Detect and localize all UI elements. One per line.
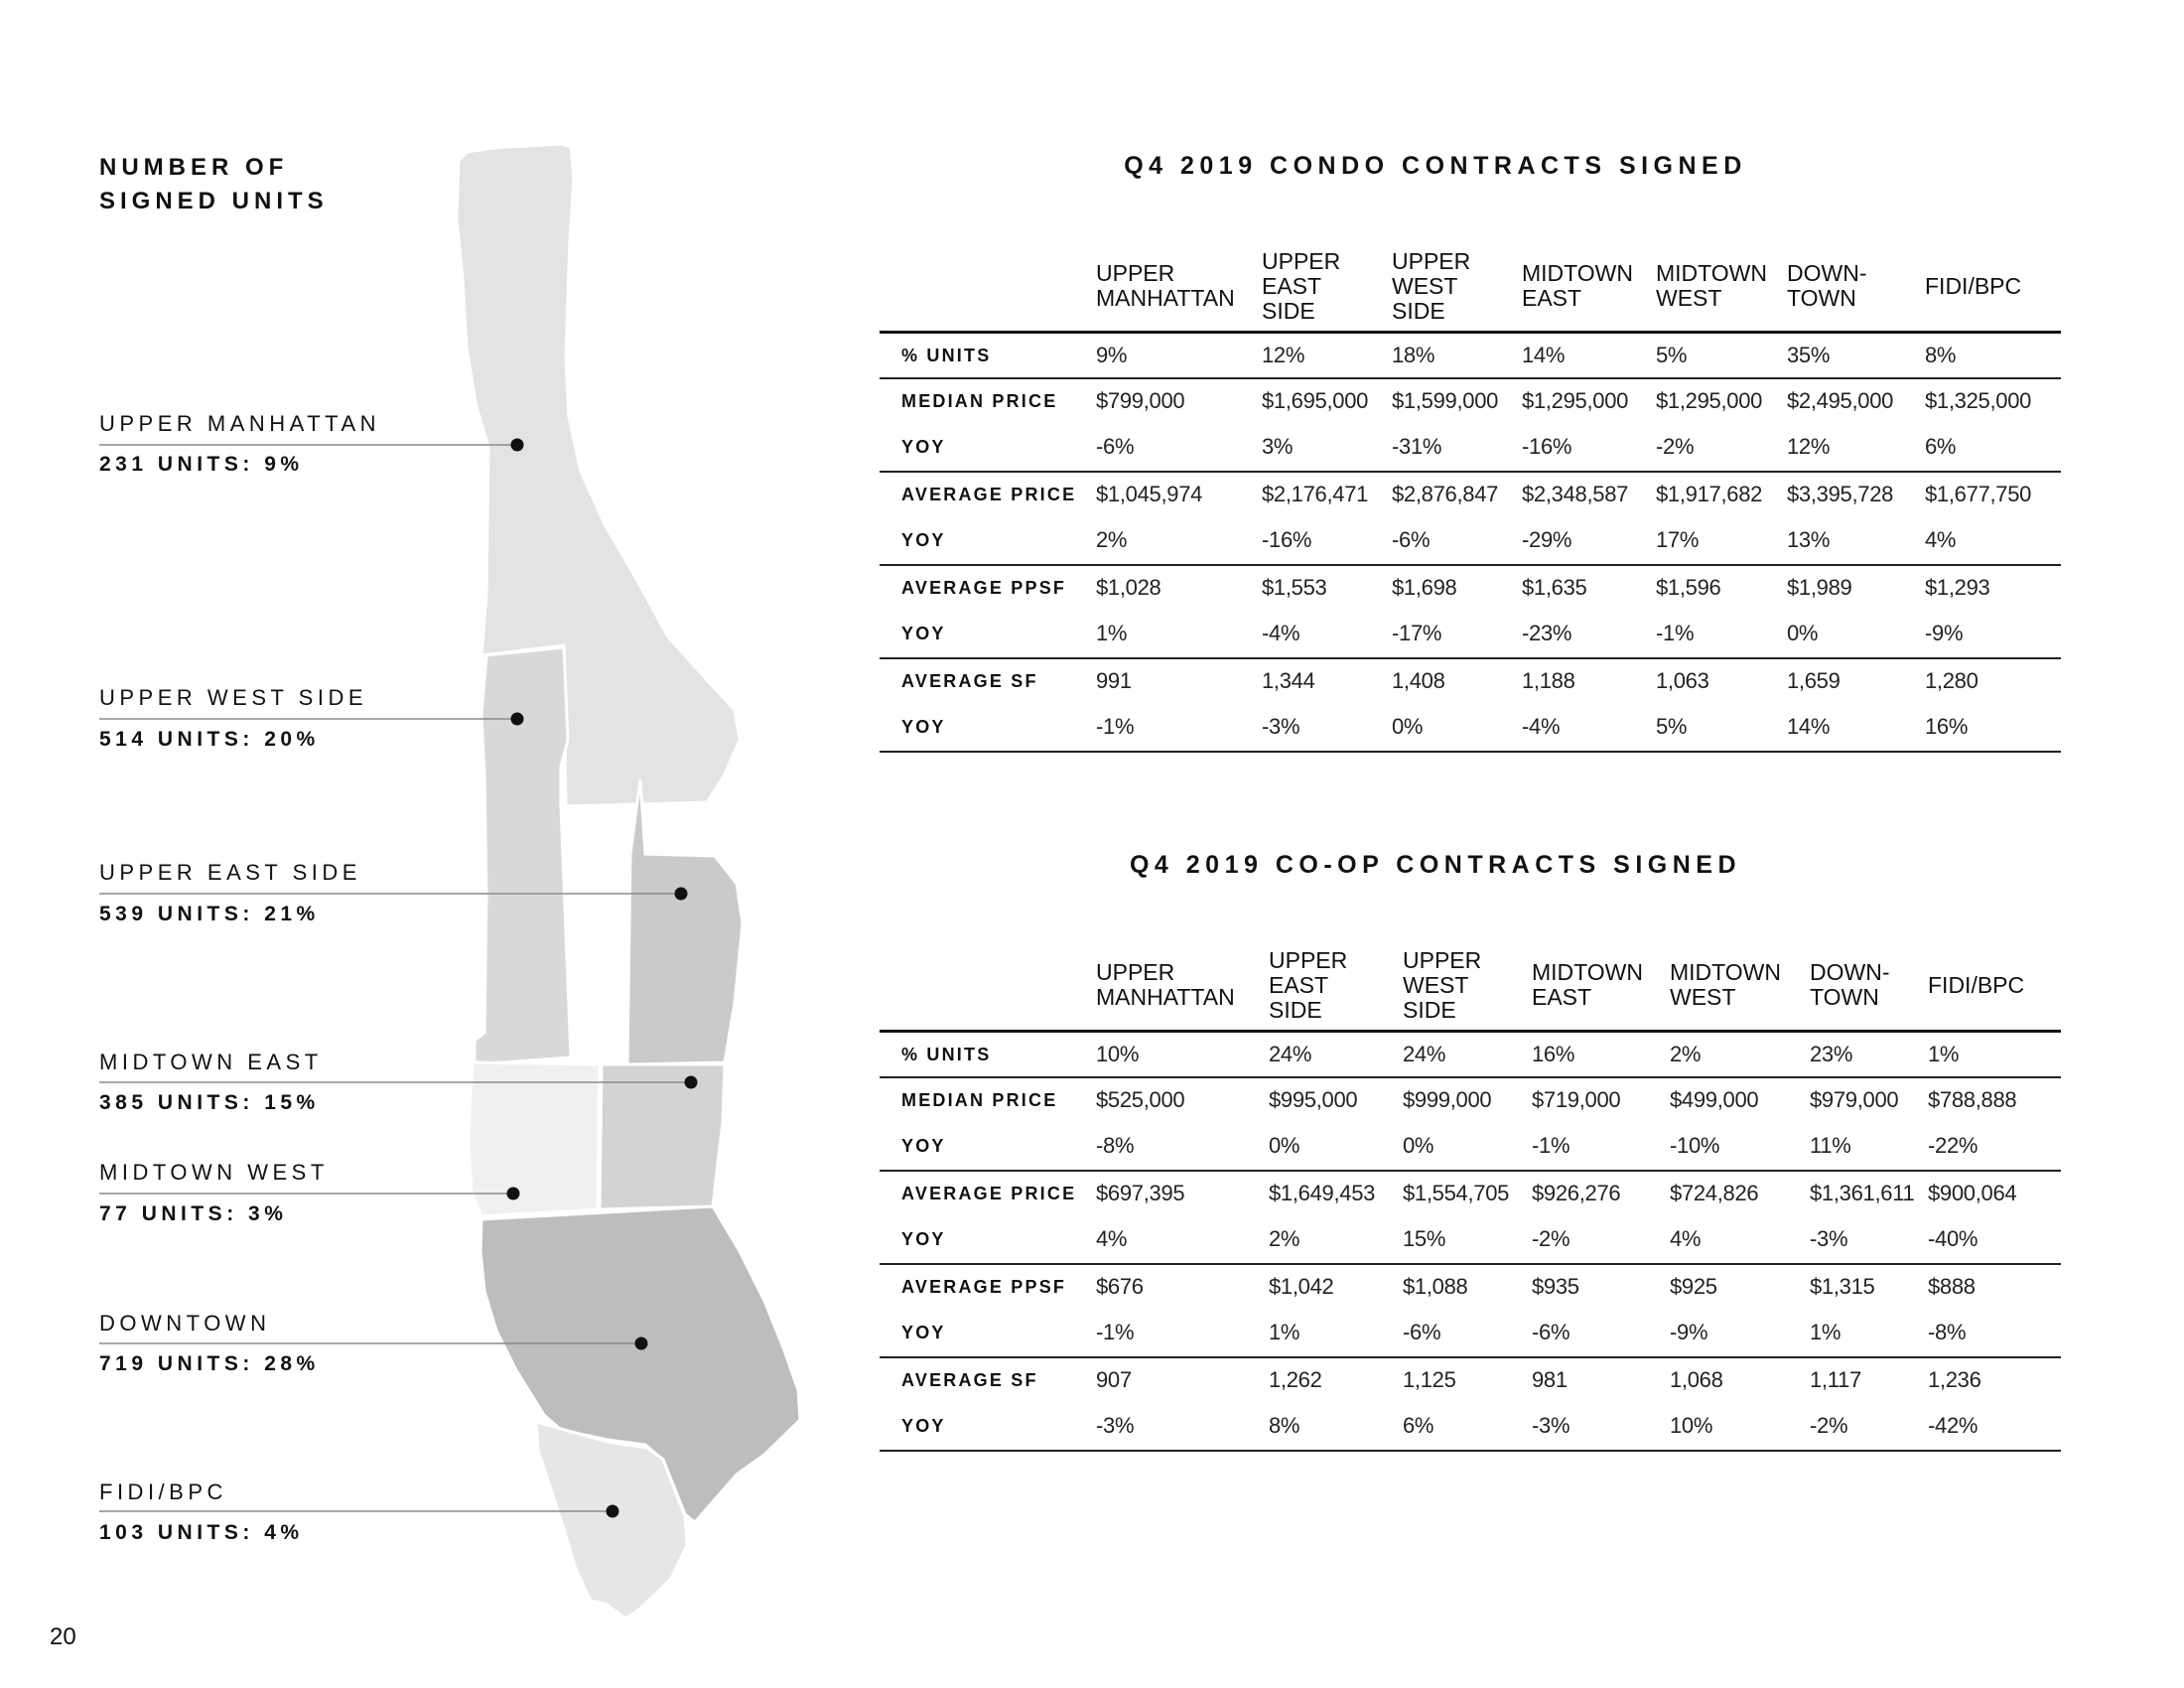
table-cell: -40%: [1928, 1215, 2061, 1264]
table-row: [880, 1171, 2061, 1215]
table-cell: 15%: [1403, 1215, 1532, 1264]
table-cell: 1%: [1269, 1309, 1403, 1357]
table-row: [880, 378, 2061, 423]
row-label: YOY: [880, 703, 1096, 752]
row-label: YOY: [880, 1215, 1096, 1264]
table-cell: -8%: [1096, 1122, 1269, 1171]
row-label: YOY: [880, 1309, 1096, 1357]
table-cell: $1,677,750: [1925, 482, 2032, 506]
table-row: [880, 1264, 2061, 1309]
column-header: [1656, 241, 1787, 333]
table-cell: -16%: [1262, 516, 1392, 565]
column-header-line: EAST: [1262, 272, 1322, 299]
column-header-line: EAST: [1269, 971, 1329, 998]
column-header-line: WEST: [1392, 272, 1458, 299]
table-cell: 23%: [1810, 1032, 1928, 1078]
table-cell: 8%: [1269, 1402, 1403, 1451]
table-cell: 1,408: [1392, 668, 1445, 693]
column-header: [1392, 241, 1522, 333]
table-row: [880, 658, 2061, 703]
condo-contracts-table: [880, 241, 2061, 753]
region-label-upper-east-side: UPPER EAST SIDE: [99, 860, 361, 885]
table-cell: -6%: [1403, 1309, 1532, 1357]
table-cell: 4%: [1096, 1215, 1269, 1264]
table-cell: 1,068: [1670, 1367, 1723, 1392]
table-cell: $3,395,728: [1787, 482, 1894, 506]
table-cell: $925: [1670, 1274, 1717, 1299]
table-cell: 35%: [1787, 333, 1925, 379]
row-label: YOY: [880, 516, 1096, 565]
table-cell: -9%: [1925, 610, 2061, 658]
map-title-line-1: NUMBER OF: [99, 154, 289, 181]
table-row: [880, 333, 2061, 379]
table-cell: $2,176,471: [1262, 482, 1369, 506]
table-cell: 4%: [1925, 516, 2061, 565]
coop-table-title: Q4 2019 CO-OP CONTRACTS SIGNED: [1129, 851, 1742, 879]
row-label: AVERAGE PRICE: [901, 1183, 1077, 1203]
column-header-line: UPPER: [1403, 946, 1482, 973]
table-cell: $719,000: [1532, 1087, 1621, 1112]
table-cell: 12%: [1787, 423, 1925, 472]
row-label: YOY: [880, 423, 1096, 472]
table-cell: $1,325,000: [1925, 388, 2032, 413]
table-cell: -6%: [1392, 516, 1522, 565]
table-cell: -29%: [1522, 516, 1656, 565]
region-units-upper-west-side: 514 UNITS: 20%: [99, 728, 320, 751]
table-cell: $1,917,682: [1656, 482, 1763, 506]
header-cell-blank: [880, 241, 1096, 333]
header-cell-blank: [880, 940, 1096, 1032]
table-cell: $1,698: [1392, 575, 1457, 600]
row-label: YOY: [880, 1402, 1096, 1451]
coop-contracts-table: [880, 940, 2061, 1452]
table-row: [880, 703, 2061, 752]
table-cell: -3%: [1262, 703, 1392, 752]
table-cell: $697,395: [1096, 1181, 1185, 1205]
table-cell: -3%: [1810, 1215, 1928, 1264]
table-cell: $926,276: [1532, 1181, 1621, 1205]
table-cell: $1,028: [1096, 575, 1161, 600]
table-cell: $1,295,000: [1522, 388, 1629, 413]
table-cell: 14%: [1787, 703, 1925, 752]
column-header-line: SIDE: [1392, 297, 1445, 324]
column-header-line: MIDTOWN: [1532, 959, 1644, 985]
region-label-upper-west-side: UPPER WEST SIDE: [99, 685, 368, 710]
table-cell: $499,000: [1670, 1087, 1759, 1112]
table-cell: -4%: [1262, 610, 1392, 658]
table-cell: -1%: [1096, 703, 1262, 752]
table-cell: $1,315: [1810, 1274, 1875, 1299]
table-row: [880, 1309, 2061, 1357]
column-header-line: UPPER: [1096, 260, 1175, 286]
table-cell: 1,344: [1262, 668, 1315, 693]
column-header-line: WEST: [1670, 984, 1736, 1010]
table-cell: 10%: [1670, 1402, 1810, 1451]
column-header-line: WEST: [1403, 971, 1469, 998]
table-cell: $1,361,611: [1810, 1181, 1915, 1205]
column-header-line: SIDE: [1403, 996, 1456, 1023]
table-cell: $888: [1928, 1274, 1976, 1299]
region-label-midtown-west: MIDTOWN WEST: [99, 1160, 329, 1185]
table-cell: 10%: [1096, 1032, 1269, 1078]
table-cell: $1,293: [1925, 575, 1990, 600]
table-row: [880, 516, 2061, 565]
column-header: [1269, 940, 1403, 1032]
table-cell: -23%: [1522, 610, 1656, 658]
table-cell: 0%: [1392, 703, 1522, 752]
marker-dot-upper-west-side: [511, 713, 524, 726]
table-cell: $1,635: [1522, 575, 1587, 600]
table-cell: 1,063: [1656, 668, 1709, 693]
column-header-line: FIDI/BPC: [1925, 272, 2022, 299]
page-number: 20: [50, 1623, 76, 1650]
column-header: [1096, 940, 1269, 1032]
row-label: MEDIAN PRICE: [901, 390, 1058, 411]
table-cell: $1,554,705: [1403, 1181, 1510, 1205]
column-header-line: SIDE: [1262, 297, 1315, 324]
column-header-line: MIDTOWN: [1656, 260, 1768, 286]
row-label: MEDIAN PRICE: [901, 1089, 1058, 1110]
column-header-line: FIDI/BPC: [1928, 971, 2025, 998]
table-cell: $1,649,453: [1269, 1181, 1376, 1205]
row-label: YOY: [880, 610, 1096, 658]
table-cell: 0%: [1787, 610, 1925, 658]
region-units-midtown-west: 77 UNITS: 3%: [99, 1202, 288, 1225]
map-title: [99, 151, 329, 218]
table-cell: $1,596: [1656, 575, 1721, 600]
table-cell: -1%: [1532, 1122, 1670, 1171]
table-cell: 16%: [1925, 703, 2061, 752]
column-header: [1522, 241, 1656, 333]
marker-dot-upper-east-side: [675, 888, 688, 901]
table-cell: 4%: [1670, 1215, 1810, 1264]
table-row: [880, 610, 2061, 658]
column-header: [1810, 940, 1928, 1032]
table-cell: 24%: [1269, 1032, 1403, 1078]
table-cell: 16%: [1532, 1032, 1670, 1078]
table-cell: -4%: [1522, 703, 1656, 752]
table-cell: -6%: [1096, 423, 1262, 472]
table-cell: 14%: [1522, 333, 1656, 379]
column-header: [1262, 241, 1392, 333]
table-row: [880, 423, 2061, 472]
marker-dot-upper-manhattan: [511, 439, 524, 452]
column-header: [1532, 940, 1670, 1032]
table-cell: $525,000: [1096, 1087, 1185, 1112]
column-header-line: TOWN: [1810, 984, 1879, 1010]
table-row: [880, 1357, 2061, 1402]
table-cell: -2%: [1810, 1402, 1928, 1451]
region-label-downtown: DOWNTOWN: [99, 1311, 271, 1336]
table-cell: $799,000: [1096, 388, 1185, 413]
table-cell: 2%: [1096, 516, 1262, 565]
table-cell: $995,000: [1269, 1087, 1358, 1112]
column-header: [1403, 940, 1532, 1032]
table-cell: $724,826: [1670, 1181, 1759, 1205]
column-header: [1928, 940, 2061, 1032]
map-region-midtown-east: [600, 1064, 725, 1209]
table-cell: 1,280: [1925, 668, 1979, 693]
region-units-fidi-bpc: 103 UNITS: 4%: [99, 1521, 304, 1544]
table-cell: 12%: [1262, 333, 1392, 379]
table-row: [880, 1077, 2061, 1122]
region-units-upper-manhattan: 231 UNITS: 9%: [99, 453, 304, 476]
table-cell: $1,553: [1262, 575, 1327, 600]
column-header-line: MANHATTAN: [1096, 285, 1235, 311]
table-cell: -9%: [1670, 1309, 1810, 1357]
table-cell: $1,989: [1787, 575, 1852, 600]
table-cell: 1%: [1096, 610, 1262, 658]
table-row: [880, 1032, 2061, 1078]
table-cell: 991: [1096, 668, 1132, 693]
table-cell: -22%: [1928, 1122, 2061, 1171]
row-label: AVERAGE PRICE: [901, 484, 1077, 504]
region-units-downtown: 719 UNITS: 28%: [99, 1352, 320, 1375]
column-header-line: MIDTOWN: [1522, 260, 1634, 286]
row-label: AVERAGE PPSF: [901, 1276, 1067, 1297]
table-cell: -8%: [1928, 1309, 2061, 1357]
row-label: % UNITS: [880, 1032, 1096, 1078]
table-cell: -3%: [1096, 1402, 1269, 1451]
column-header-line: TOWN: [1787, 285, 1856, 311]
table-cell: -3%: [1532, 1402, 1670, 1451]
table-cell: $979,000: [1810, 1087, 1899, 1112]
table-cell: 3%: [1262, 423, 1392, 472]
marker-dot-midtown-east: [685, 1076, 698, 1089]
table-cell: 8%: [1925, 333, 2061, 379]
table-cell: 9%: [1096, 333, 1262, 379]
column-header-line: UPPER: [1262, 247, 1341, 274]
table-cell: 17%: [1656, 516, 1787, 565]
table-cell: $2,495,000: [1787, 388, 1894, 413]
column-header-line: UPPER: [1269, 946, 1348, 973]
table-cell: 13%: [1787, 516, 1925, 565]
table-cell: $2,876,847: [1392, 482, 1499, 506]
condo-table-section: [880, 152, 2061, 753]
column-header-line: MIDTOWN: [1670, 959, 1782, 985]
table-row: [880, 1215, 2061, 1264]
row-label: AVERAGE SF: [901, 670, 1038, 691]
table-cell: -42%: [1928, 1402, 2061, 1451]
map-region-upper-east-side: [627, 779, 743, 1064]
column-header-line: UPPER: [1096, 959, 1175, 985]
table-cell: 981: [1532, 1367, 1568, 1392]
table-cell: 11%: [1810, 1122, 1928, 1171]
table-header-row: [880, 940, 2061, 1032]
region-label-upper-manhattan: UPPER MANHATTAN: [99, 411, 381, 436]
table-cell: 2%: [1670, 1032, 1810, 1078]
table-cell: -17%: [1392, 610, 1522, 658]
table-header-row: [880, 241, 2061, 333]
table-cell: 907: [1096, 1367, 1132, 1392]
condo-table-title: Q4 2019 CONDO CONTRACTS SIGNED: [1124, 152, 1747, 180]
region-label-fidi-bpc: FIDI/BPC: [99, 1479, 227, 1504]
region-units-upper-east-side: 539 UNITS: 21%: [99, 903, 320, 925]
table-cell: 5%: [1656, 333, 1787, 379]
table-cell: $1,045,974: [1096, 482, 1203, 506]
column-header-line: DOWN-: [1787, 260, 1867, 286]
table-cell: -2%: [1532, 1215, 1670, 1264]
table-cell: -2%: [1656, 423, 1787, 472]
table-cell: -1%: [1656, 610, 1787, 658]
column-header-line: EAST: [1532, 984, 1592, 1010]
table-row: [880, 1122, 2061, 1171]
coop-table-section: [880, 851, 2061, 1452]
table-cell: -10%: [1670, 1122, 1810, 1171]
table-row: [880, 1402, 2061, 1451]
table-cell: 0%: [1403, 1122, 1532, 1171]
table-cell: $935: [1532, 1274, 1579, 1299]
column-header-line: DOWN-: [1810, 959, 1890, 985]
table-cell: $1,599,000: [1392, 388, 1499, 413]
table-cell: $788,888: [1928, 1087, 2017, 1112]
table-row: [880, 472, 2061, 516]
table-cell: $900,064: [1928, 1181, 2017, 1205]
table-cell: -6%: [1532, 1309, 1670, 1357]
table-cell: 6%: [1925, 423, 2061, 472]
marker-dot-midtown-west: [507, 1188, 520, 1200]
table-cell: 0%: [1269, 1122, 1403, 1171]
marker-dot-fidi-bpc: [607, 1505, 619, 1518]
column-header: [1787, 241, 1925, 333]
table-cell: $1,695,000: [1262, 388, 1369, 413]
table-cell: 1%: [1810, 1309, 1928, 1357]
table-cell: 5%: [1656, 703, 1787, 752]
table-cell: $1,088: [1403, 1274, 1468, 1299]
table-cell: 1,236: [1928, 1367, 1981, 1392]
column-header-line: EAST: [1522, 285, 1582, 311]
table-cell: 1,117: [1810, 1367, 1861, 1392]
column-header: [1670, 940, 1810, 1032]
table-cell: 1,659: [1787, 668, 1841, 693]
row-label: % UNITS: [880, 333, 1096, 379]
table-cell: 1,262: [1269, 1367, 1322, 1392]
column-header: [1096, 241, 1262, 333]
table-cell: $2,348,587: [1522, 482, 1629, 506]
marker-dot-downtown: [635, 1337, 648, 1350]
row-label: YOY: [880, 1122, 1096, 1171]
table-cell: $676: [1096, 1274, 1144, 1299]
table-cell: $999,000: [1403, 1087, 1492, 1112]
table-cell: 24%: [1403, 1032, 1532, 1078]
table-cell: $1,042: [1269, 1274, 1334, 1299]
table-row: [880, 565, 2061, 610]
row-label: AVERAGE PPSF: [901, 577, 1067, 598]
table-cell: -31%: [1392, 423, 1522, 472]
region-label-midtown-east: MIDTOWN EAST: [99, 1050, 323, 1074]
column-header: [1925, 241, 2061, 333]
table-cell: 6%: [1403, 1402, 1532, 1451]
column-header-line: SIDE: [1269, 996, 1322, 1023]
table-cell: 1,188: [1522, 668, 1575, 693]
table-cell: 1,125: [1403, 1367, 1456, 1392]
table-cell: 1%: [1928, 1032, 2061, 1078]
region-units-midtown-east: 385 UNITS: 15%: [99, 1091, 320, 1114]
column-header-line: WEST: [1656, 285, 1722, 311]
column-header-line: UPPER: [1392, 247, 1471, 274]
column-header-line: MANHATTAN: [1096, 984, 1235, 1010]
table-cell: 18%: [1392, 333, 1522, 379]
table-cell: -16%: [1522, 423, 1656, 472]
table-cell: $1,295,000: [1656, 388, 1763, 413]
map-region-upper-west-side: [475, 647, 571, 1064]
map-title-line-2: SIGNED UNITS: [99, 188, 329, 214]
table-cell: 2%: [1269, 1215, 1403, 1264]
row-label: AVERAGE SF: [901, 1369, 1038, 1390]
table-cell: -1%: [1096, 1309, 1269, 1357]
